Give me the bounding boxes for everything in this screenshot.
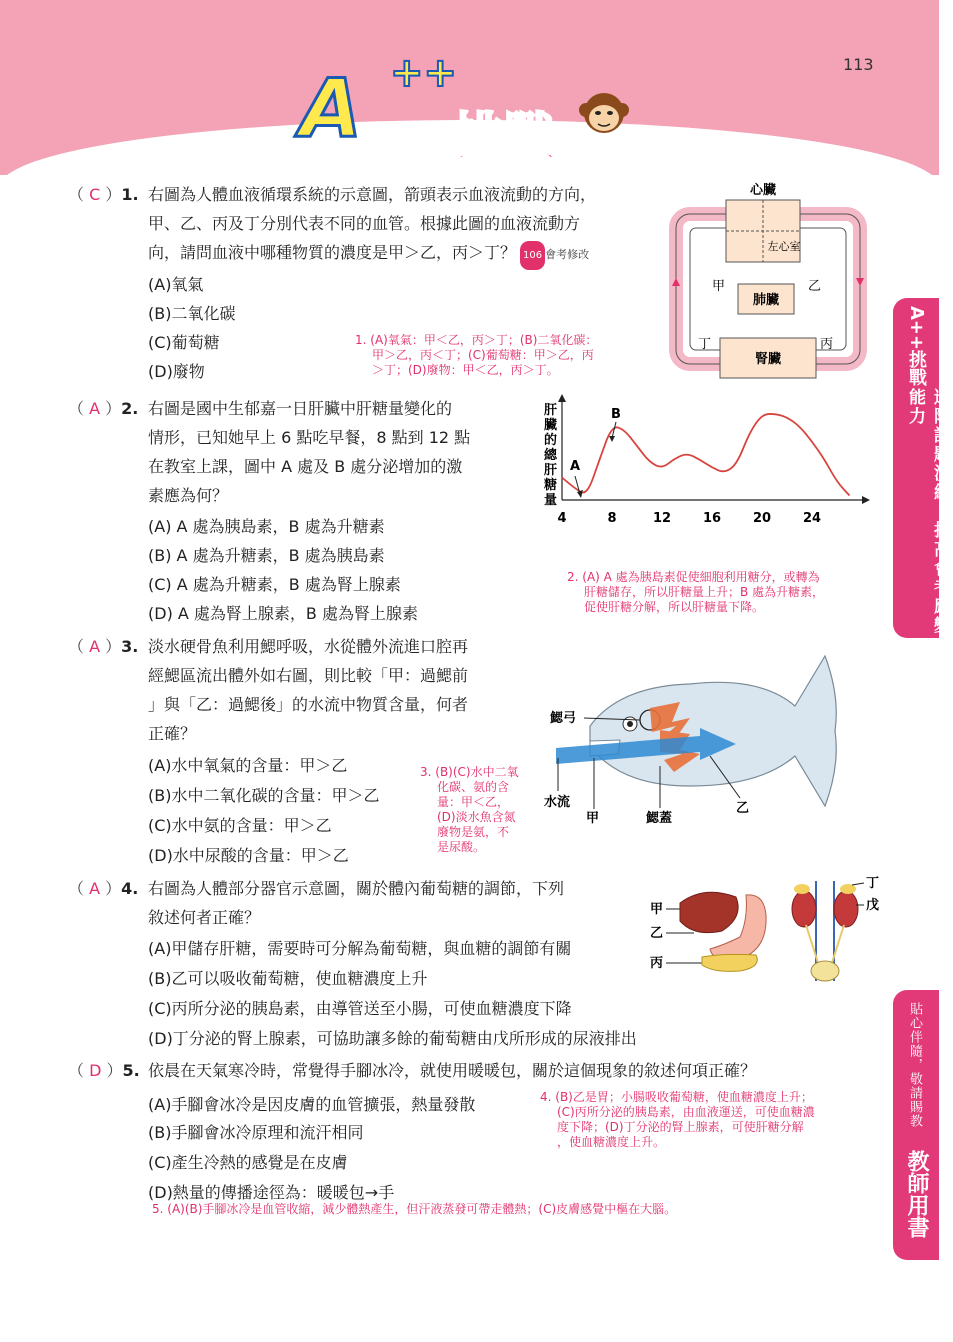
option-a: (A)甲儲存肝糖，需要時可分解為葡萄糖，與血糖的調節有關 bbox=[148, 939, 572, 958]
x-tick-label: 12 bbox=[652, 511, 672, 526]
y-axis-label-char: 的 bbox=[544, 433, 558, 448]
option-d: (D)水中尿酸的含量：甲＞乙 bbox=[148, 846, 349, 865]
yi-label: 乙 bbox=[650, 926, 664, 941]
stem-line: 情形，已知她早上 6 點吃早餐，8 點到 12 點 bbox=[148, 428, 471, 447]
y-axis-label-char: 糖 bbox=[544, 478, 558, 493]
x-tick-label: 24 bbox=[802, 511, 822, 526]
option-b: (B)手腳會冰冷原理和流汗相同 bbox=[148, 1123, 364, 1142]
kidney-label: 腎臟 bbox=[754, 352, 782, 367]
y-axis-label-char: 量 bbox=[544, 493, 558, 508]
stem-line: 正確？ bbox=[148, 724, 197, 743]
stem-line: 右圖為人體血液循環系統的示意圖，箭頭表示血液流動的方向， bbox=[148, 185, 597, 204]
y-axis-label-char: 肝 bbox=[544, 403, 558, 418]
option-a: (A) A 處為胰島素，B 處為升糖素 bbox=[148, 517, 385, 536]
note-line: 是尿酸。 bbox=[437, 840, 486, 854]
note-line: 肝糖儲存，所以肝糖量上升；B 處為升糖素， bbox=[584, 585, 825, 599]
x-tick-label: 4 bbox=[557, 511, 567, 526]
note-line: (D)淡水魚含氮 bbox=[437, 810, 516, 824]
note-line: 促使肝糖分解，所以肝糖量下降。 bbox=[584, 600, 765, 614]
answer-3: A bbox=[89, 637, 101, 656]
stem-line: 素應為何？ bbox=[148, 486, 229, 505]
option-d: (D)丁分泌的腎上腺素，可協助讓多餘的葡萄糖由戊所形成的尿液排出 bbox=[148, 1029, 637, 1048]
stem-line bbox=[148, 238, 668, 270]
organs-diagram bbox=[644, 875, 884, 985]
side-tab-label: A++挑戰 bbox=[906, 306, 927, 387]
water-flow-label: 水流 bbox=[544, 795, 571, 810]
vessel-ding-label: 丁 bbox=[698, 337, 712, 352]
answer-1: C bbox=[89, 185, 101, 204]
lung-label: 肺臟 bbox=[752, 293, 780, 308]
question-number: 3. bbox=[121, 637, 139, 656]
option-a: (A)手腳會冰冷是因皮膚的血管擴張，熱量發散 bbox=[148, 1095, 476, 1114]
liver bbox=[680, 892, 738, 932]
question-2: （ A ）2. bbox=[68, 399, 139, 418]
option-c: (C)產生冷熱的感覺是在皮膚 bbox=[148, 1153, 348, 1172]
vessel-jia-label: 甲 bbox=[712, 279, 726, 294]
option-c: (C)丙所分泌的胰島素，由導管送至小腸，可使血糖濃度下降 bbox=[148, 999, 572, 1018]
y-axis-label-char: 肝 bbox=[544, 463, 558, 478]
ding-label: 丁 bbox=[866, 876, 880, 891]
y-axis-label-char: 總 bbox=[544, 448, 558, 463]
note-1 bbox=[355, 333, 635, 378]
option-d: (D) A 處為腎上腺素，B 處為腎上腺素 bbox=[148, 604, 418, 623]
point-b-label: B bbox=[611, 407, 621, 422]
answer-5: D bbox=[89, 1061, 102, 1080]
jia-label: 甲 bbox=[650, 902, 664, 917]
side-tab-teacher-subtitle: 貼心伴隨，敬請賜教 bbox=[907, 1002, 922, 1128]
x-tick-label: 20 bbox=[752, 511, 772, 526]
side-tab-teacher-title: 教師用書 bbox=[904, 1150, 929, 1238]
question-3-stem bbox=[148, 632, 528, 748]
monkey-mascot-icon bbox=[578, 88, 630, 138]
y-axis-label bbox=[543, 402, 558, 508]
left-kidney bbox=[792, 891, 816, 927]
side-tab-subtitle: 進階試題演練，提高會考應變能力 bbox=[905, 388, 950, 635]
question-number: 2. bbox=[121, 399, 139, 418]
pancreas bbox=[702, 954, 757, 971]
option-b: (B)二氧化碳 bbox=[148, 304, 236, 323]
note-line: 度下降；(D)丁分泌的腎上腺素，可使肝糖分解 bbox=[557, 1120, 804, 1134]
stem-line: 甲、乙、丙及丁分別代表不同的血管。根據此圖的血液流動方 bbox=[148, 214, 581, 233]
stem-line: 」與「乙：過鰓後」的水流中物質含量，何者 bbox=[148, 695, 469, 714]
stem-line: 右圖是國中生郁嘉一日肝臟中肝糖量變化的 bbox=[148, 399, 453, 418]
option-c: (C) A 處為升糖素，B 處為腎上腺素 bbox=[148, 575, 401, 594]
question-5: （ D ）5. bbox=[68, 1061, 140, 1080]
note-3 bbox=[420, 765, 530, 855]
logo-title: 挑戰 bbox=[452, 108, 557, 168]
note-line: 4. (B)乙是胃；小腸吸收葡萄糖，使血糖濃度上升； bbox=[540, 1090, 813, 1104]
note-2 bbox=[567, 570, 867, 615]
jia-label: 甲 bbox=[586, 811, 600, 826]
gill-cover-label: 鰓蓋 bbox=[646, 811, 673, 826]
question-number: 4. bbox=[121, 879, 139, 898]
vessel-bing-label: 丙 bbox=[820, 337, 834, 352]
note-line: ＞丁；(D)廢物：甲＜乙，丙＞丁。 bbox=[372, 363, 559, 377]
exam-tag: 106 bbox=[520, 241, 545, 270]
question-number: 1. bbox=[121, 185, 139, 204]
note-line: 1. (A)氧氣：甲＜乙，丙＞丁；(B)二氧化碳： bbox=[355, 333, 598, 347]
answer-4: A bbox=[89, 879, 101, 898]
logo-a: A bbox=[300, 62, 362, 155]
logo-plus: ++ bbox=[390, 50, 458, 96]
vessel-yi-label: 乙 bbox=[808, 279, 822, 294]
stem-line: 經鰓區流出體外如右圖，則比較「甲：過鰓前 bbox=[148, 666, 469, 685]
option-a: (A)水中氧氣的含量：甲＞乙 bbox=[148, 756, 348, 775]
page-number: 113 bbox=[843, 55, 874, 74]
note-line: 量：甲＜乙， bbox=[437, 795, 510, 809]
option-b: (B)乙可以吸收葡萄糖，使血糖濃度上升 bbox=[148, 969, 428, 988]
option-a: (A)氧氣 bbox=[148, 275, 204, 294]
wu-label: 戊 bbox=[866, 898, 880, 913]
note-line: 3. (B)(C)水中二氧 bbox=[420, 765, 519, 779]
fish-diagram bbox=[540, 636, 840, 831]
question-3: （ A ）3. bbox=[68, 637, 139, 656]
note-line: (C)丙所分泌的胰島素，由血液運送，可使血糖濃 bbox=[557, 1105, 815, 1119]
point-a-label: A bbox=[570, 459, 581, 474]
question-number: 5. bbox=[122, 1061, 140, 1080]
stem-line: 在教室上課，圖中 A 處及 B 處分泌增加的激 bbox=[148, 457, 463, 476]
stem-line: 淡水硬骨魚利用鰓呼吸，水從體外流進口腔再 bbox=[148, 637, 469, 656]
question-4-stem bbox=[148, 874, 668, 932]
question-1: （ C ）1. bbox=[68, 185, 139, 204]
stem-line: 依晨在天氣寒冷時，常覺得手腳冰冷，就使用暖暖包，關於這個現象的敘述何項正確？ bbox=[148, 1061, 757, 1080]
option-d: (D)熱量的傳播途徑為：暖暖包→手 bbox=[148, 1183, 395, 1202]
circulation-diagram bbox=[668, 178, 868, 383]
option-c: (C)葡萄糖 bbox=[148, 333, 220, 352]
side-tab-teacher bbox=[893, 990, 939, 1260]
gill-arch-label: 鰓弓 bbox=[550, 711, 577, 726]
left-ventricle-label: 左心室 bbox=[767, 240, 801, 253]
note-4 bbox=[540, 1090, 860, 1150]
question-1-stem bbox=[148, 180, 668, 270]
bing-label: 丙 bbox=[650, 956, 664, 971]
note-line: 甲＞乙，丙＜丁；(C)葡萄糖：甲＞乙，丙 bbox=[372, 348, 594, 362]
right-kidney bbox=[834, 891, 858, 927]
yi-label: 乙 bbox=[736, 801, 750, 816]
note-line: 廢物是氨，不 bbox=[437, 825, 510, 839]
glycogen-chart bbox=[530, 392, 870, 532]
exam-tag-text: 會考修改 bbox=[545, 248, 590, 261]
x-tick-label: 16 bbox=[702, 511, 722, 526]
side-tab-challenge bbox=[893, 298, 950, 638]
option-c: (C)水中氨的含量：甲＞乙 bbox=[148, 816, 332, 835]
answer-2: A bbox=[89, 399, 101, 418]
question-2-stem bbox=[148, 394, 528, 510]
stem-line: 右圖為人體部分器官示意圖，關於體內葡萄糖的調節，下列 bbox=[148, 879, 565, 898]
question-4: （ A ）4. bbox=[68, 879, 139, 898]
heart-label: 心臟 bbox=[749, 183, 777, 198]
note-5: 5. (A)(B)手腳冰冷是血管收縮，減少體熱產生，但汗液蒸發可帶走體熱；(C)皮膚感覺中樞在大腦。 bbox=[152, 1202, 677, 1216]
stem-text: 向，請問血液中哪種物質的濃度是甲＞乙，丙＞丁？ bbox=[148, 243, 517, 262]
x-tick-label: 8 bbox=[607, 511, 617, 526]
stem-line: 敘述何者正確？ bbox=[148, 908, 261, 927]
question-5-stem bbox=[148, 1056, 868, 1085]
bladder bbox=[811, 961, 839, 981]
option-b: (B) A 處為升糖素，B 處為胰島素 bbox=[148, 546, 385, 565]
fish-body bbox=[590, 656, 836, 806]
series-line bbox=[562, 414, 850, 496]
option-b: (B)水中二氧化碳的含量：甲＞乙 bbox=[148, 786, 380, 805]
note-line: 2. (A) A 處為胰島素促使細胞利用糖分，或轉為 bbox=[567, 570, 820, 584]
y-axis-label-char: 臟 bbox=[544, 418, 558, 433]
note-line: ，使血糖濃度上升。 bbox=[557, 1135, 666, 1149]
option-d: (D)廢物 bbox=[148, 362, 205, 381]
note-line: 化碳、氨的含 bbox=[437, 780, 510, 794]
